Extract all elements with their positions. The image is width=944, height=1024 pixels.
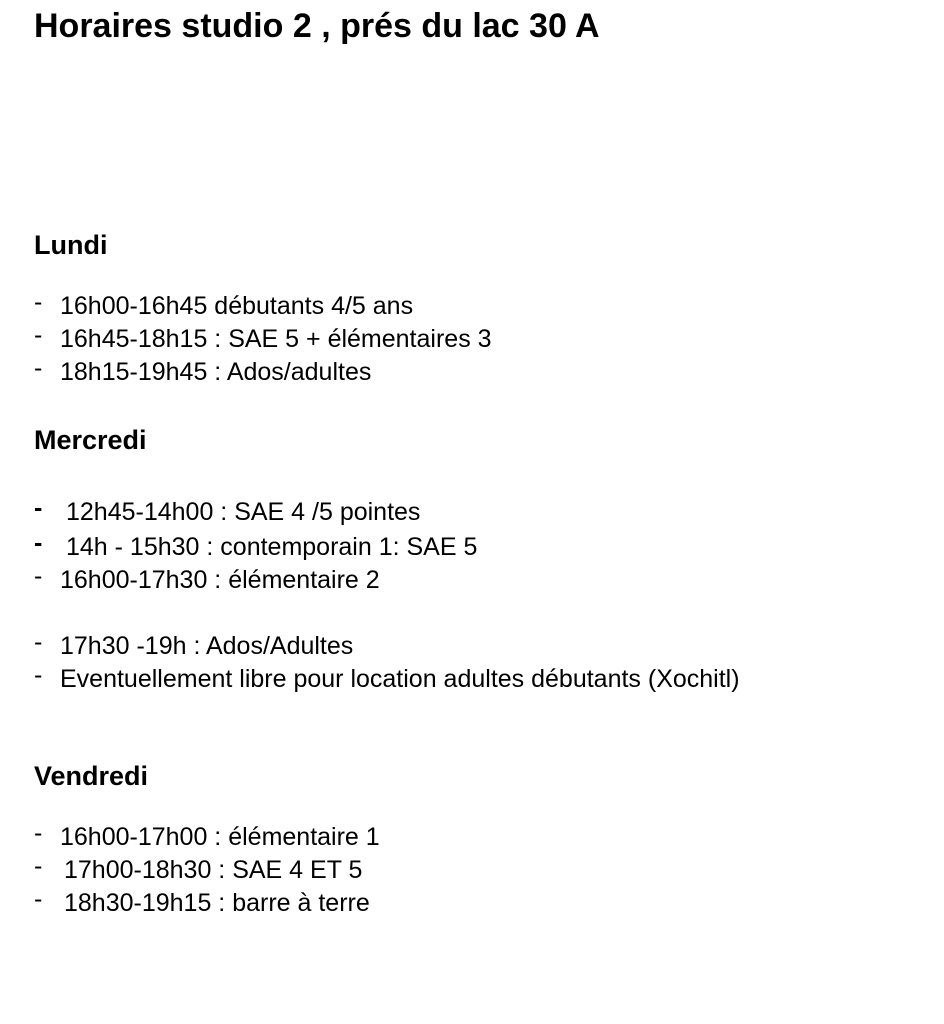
schedule-item-text: 18h15-19h45 : Ados/adultes [60,358,372,386]
schedule-item [34,885,370,918]
schedule-item [34,852,363,885]
schedule-item-text: 18h30-19h15 : barre à terre [64,889,370,917]
schedule-item [34,288,414,321]
schedule-item-text: 16h45-18h15 : SAE 5 + élémentaires 3 [60,325,492,353]
schedule-item [34,628,354,661]
schedule-item [34,529,478,562]
bullet-dash: - [34,529,43,557]
schedule-item [34,321,492,354]
schedule-item [34,562,380,595]
bullet-dash: - [34,354,43,382]
schedule-item [34,494,421,527]
bullet-dash: - [34,321,43,349]
schedule-item [34,661,740,694]
day-heading-mercredi: Mercredi [34,425,147,455]
bullet-dash: - [34,885,43,913]
bullet-dash: - [34,628,43,656]
schedule-item-text: 16h00-16h45 débutants 4/5 ans [60,292,414,320]
day-heading-lundi: Lundi [34,230,108,260]
schedule-item-text: 16h00-17h00 : élémentaire 1 [60,823,380,851]
bullet-dash: - [34,819,43,847]
bullet-dash: - [34,288,43,316]
schedule-item-text: 16h00-17h30 : élémentaire 2 [60,566,380,594]
day-heading-vendredi: Vendredi [34,761,149,791]
schedule-item-text: 17h00-18h30 : SAE 4 ET 5 [64,856,363,884]
bullet-dash: - [34,494,43,522]
schedule-item-text: 12h45-14h00 : SAE 4 /5 pointes [66,498,421,526]
bullet-dash: - [34,661,43,689]
schedule-item-text: 14h - 15h30 : contemporain 1: SAE 5 [66,533,478,561]
bullet-dash: - [34,562,43,590]
bullet-dash: - [34,852,43,880]
schedule-item [34,354,372,387]
schedule-item [34,819,380,852]
schedule-item-text: 17h30 -19h : Ados/Adultes [60,632,354,660]
page-title: Horaires studio 2 , prés du lac 30 A [34,7,600,45]
schedule-item-text: Eventuellement libre pour location adultes débutants (Xochitl) [60,665,740,693]
